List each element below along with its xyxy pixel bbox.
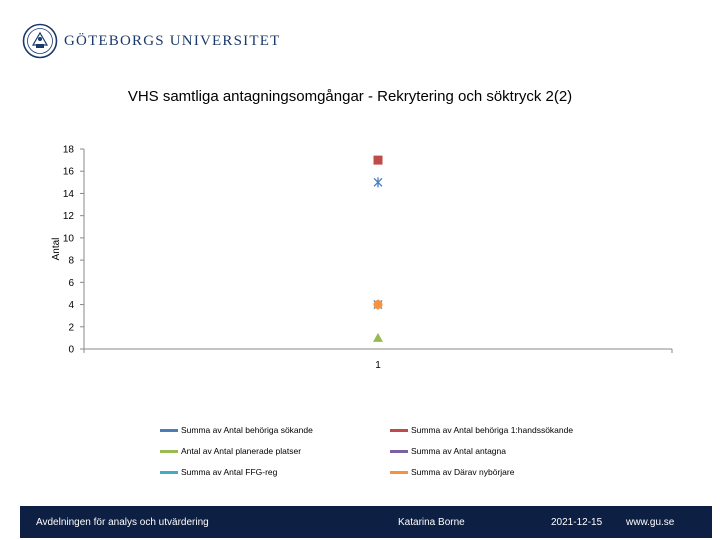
y-tick-label: 6 bbox=[68, 277, 74, 289]
chart-title: VHS samtliga antagningsomgångar - Rekrytering och söktryck 2(2) bbox=[127, 88, 573, 105]
legend-swatch bbox=[160, 450, 178, 453]
y-tick-label: 16 bbox=[62, 166, 74, 178]
y-tick-labels bbox=[63, 145, 84, 356]
footer-website[interactable]: www.gu.se bbox=[626, 517, 675, 528]
y-axis-label: Antal bbox=[51, 237, 62, 261]
university-name: GÖTEBORGS UNIVERSITET bbox=[64, 32, 281, 49]
y-tick-label: 0 bbox=[68, 344, 74, 356]
data-point bbox=[373, 333, 383, 342]
legend-label: Summa av Därav nybörjare bbox=[411, 467, 515, 477]
x-tick-label: 1 bbox=[375, 360, 381, 371]
y-tick-label: 10 bbox=[62, 233, 74, 245]
legend-swatch bbox=[390, 429, 408, 432]
legend-swatch bbox=[390, 471, 408, 474]
legend-item bbox=[390, 424, 600, 436]
legend-item bbox=[160, 424, 390, 436]
chart-legend bbox=[160, 424, 600, 478]
y-tick-label: 12 bbox=[62, 211, 74, 223]
footer bbox=[20, 506, 712, 538]
legend-label: Summa av Antal antagna bbox=[411, 446, 506, 456]
data-points bbox=[373, 156, 383, 342]
legend-label: Summa av Antal FFG-reg bbox=[181, 467, 278, 477]
legend-swatch bbox=[160, 471, 178, 474]
data-point bbox=[374, 300, 383, 309]
data-point bbox=[374, 177, 382, 187]
y-tick-label: 8 bbox=[68, 255, 74, 267]
footer-author: Katarina Borne bbox=[398, 517, 465, 528]
legend-label: Summa av Antal behöriga sökande bbox=[181, 425, 313, 435]
legend-item bbox=[390, 466, 600, 478]
legend-swatch bbox=[160, 429, 178, 432]
data-point bbox=[374, 156, 383, 165]
legend-item bbox=[390, 445, 600, 457]
legend-label: Summa av Antal behöriga 1:handssökande bbox=[411, 425, 574, 435]
footer-date: 2021-12-15 bbox=[551, 517, 603, 528]
footer-department: Avdelningen för analys och utvärdering bbox=[36, 517, 209, 528]
y-tick-label: 4 bbox=[68, 300, 74, 312]
legend-item bbox=[160, 445, 390, 457]
x-tick-labels bbox=[375, 360, 381, 371]
legend-label: Antal av Antal planerade platser bbox=[181, 446, 302, 456]
legend-item bbox=[160, 466, 390, 478]
y-tick-label: 2 bbox=[68, 322, 74, 334]
y-tick-label: 18 bbox=[62, 144, 74, 156]
y-tick-label: 14 bbox=[62, 188, 74, 200]
legend-swatch bbox=[390, 450, 408, 453]
